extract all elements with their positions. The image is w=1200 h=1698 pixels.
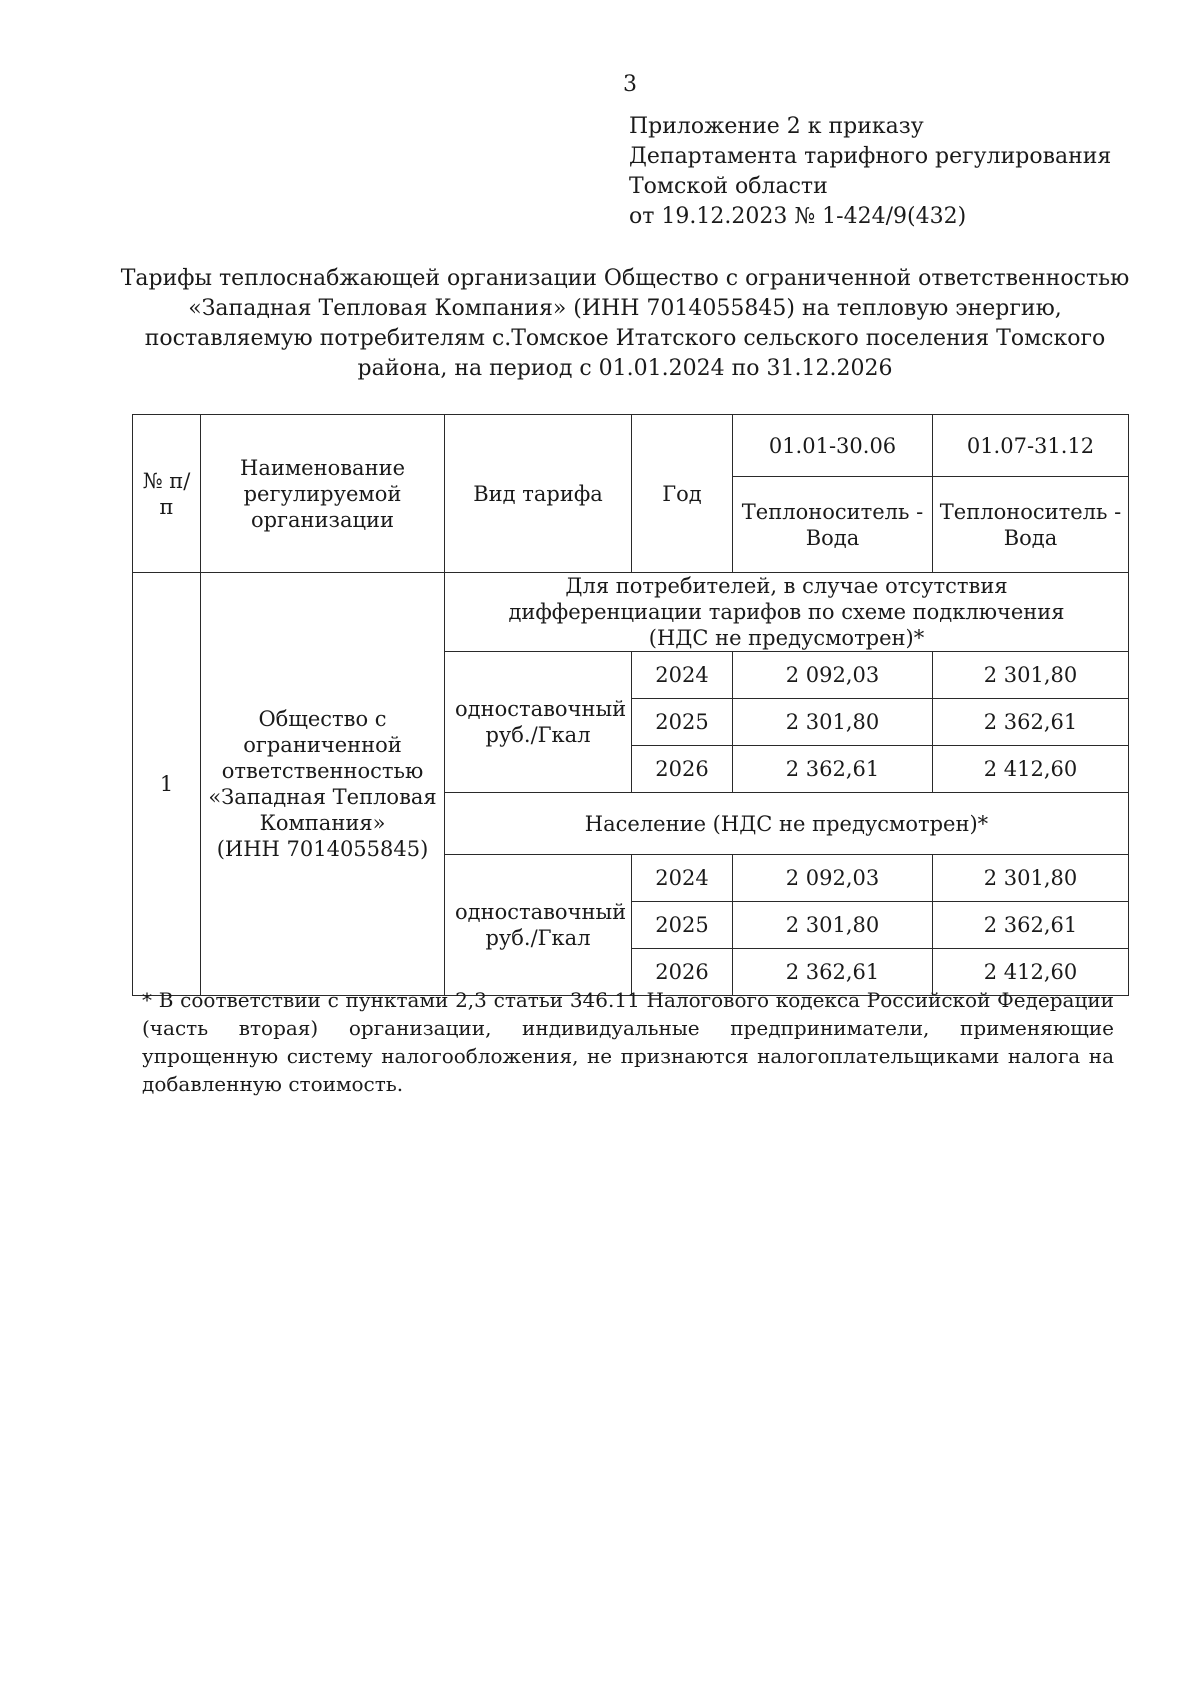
value-cell: 2 301,80 (733, 902, 933, 949)
value-cell: 2 362,61 (733, 949, 933, 996)
value-cell: 2 362,61 (933, 902, 1129, 949)
title-line: «Западная Тепловая Компания» (ИНН 7014055845) на тепловую энергию, (188, 296, 1062, 321)
tariff-type-cell: одноставочный руб./Гкал (445, 855, 632, 996)
header-carrier-2: Теплоноситель - Вода (933, 477, 1129, 573)
header-tariff-type (445, 415, 632, 573)
footnote: * В соответствии с пунктами 2,3 статьи 346.11 Налогового кодекса Российской Федерации (часть вторая) организации, индивидуальные предприниматели, применяющие упрощенную систему налогообложения, не признаются налогоплательщиками налога на добавленную стоимость. (142, 988, 1114, 1096)
value-cell: 2 092,03 (733, 652, 933, 699)
appendix-line: от 19.12.2023 № 1-424/9(432) (629, 204, 967, 229)
year-cell: 2024 (632, 855, 733, 902)
appendix-line: Департамента тарифного регулирования (629, 144, 1112, 169)
value-cell: 2 092,03 (733, 855, 933, 902)
value-cell: 2 301,80 (933, 652, 1129, 699)
org-line: «Западная Тепловая (208, 785, 437, 809)
year-cell: 2025 (632, 902, 733, 949)
title-line: поставляемую потребителям с.Томское Итатского сельского поселения Томского (144, 326, 1106, 351)
value-cell: 2 301,80 (933, 855, 1129, 902)
page-number: 3 (623, 72, 637, 97)
org-line: Компания» (259, 811, 386, 835)
row-number: 1 (133, 573, 201, 996)
value-cell: 2 362,61 (733, 746, 933, 793)
header-period-2: 01.07-31.12 (933, 415, 1129, 477)
org-line: ответственностью (221, 759, 424, 783)
org-line: Общество с (258, 707, 387, 731)
year-cell: 2024 (632, 652, 733, 699)
organization-name (201, 573, 445, 996)
header-org-name (201, 415, 445, 573)
org-line: (ИНН 7014055845) (216, 837, 429, 861)
year-cell: 2026 (632, 746, 733, 793)
year-cell: 2025 (632, 699, 733, 746)
document-title (120, 264, 1130, 384)
group-title: Население (НДС не предусмотрен)* (445, 793, 1129, 855)
header-num (133, 415, 201, 573)
year-cell: 2026 (632, 949, 733, 996)
title-line: района, на период с 01.01.2024 по 31.12.2026 (357, 356, 893, 381)
value-cell: 2 412,60 (933, 949, 1129, 996)
header-tariff-type-label: Вид тарифа (473, 481, 603, 506)
header-carrier-1: Теплоноситель - Вода (733, 477, 933, 573)
title-line: Тарифы теплоснабжающей организации Общество с ограниченной ответственностью (120, 266, 1130, 291)
appendix-header (629, 112, 1111, 232)
header-period-1: 01.01-30.06 (733, 415, 933, 477)
header-year-label: Год (662, 481, 702, 506)
org-line: ограниченной (243, 733, 402, 757)
header-org-name-label: Наименование регулируемой организации (240, 455, 405, 532)
value-cell: 2 362,61 (933, 699, 1129, 746)
value-cell: 2 412,60 (933, 746, 1129, 793)
appendix-line: Приложение 2 к приказу (629, 114, 924, 139)
group-title: Для потребителей, в случае отсутствия дифференциации тарифов по схеме подключения (НДС не предусмотрен)* (445, 573, 1129, 652)
appendix-line: Томской области (629, 174, 828, 199)
value-cell: 2 301,80 (733, 699, 933, 746)
header-year (632, 415, 733, 573)
tariff-table (132, 414, 1129, 996)
header-num-label: № п/п (142, 468, 191, 519)
tariff-type-cell: одноставочный руб./Гкал (445, 652, 632, 793)
